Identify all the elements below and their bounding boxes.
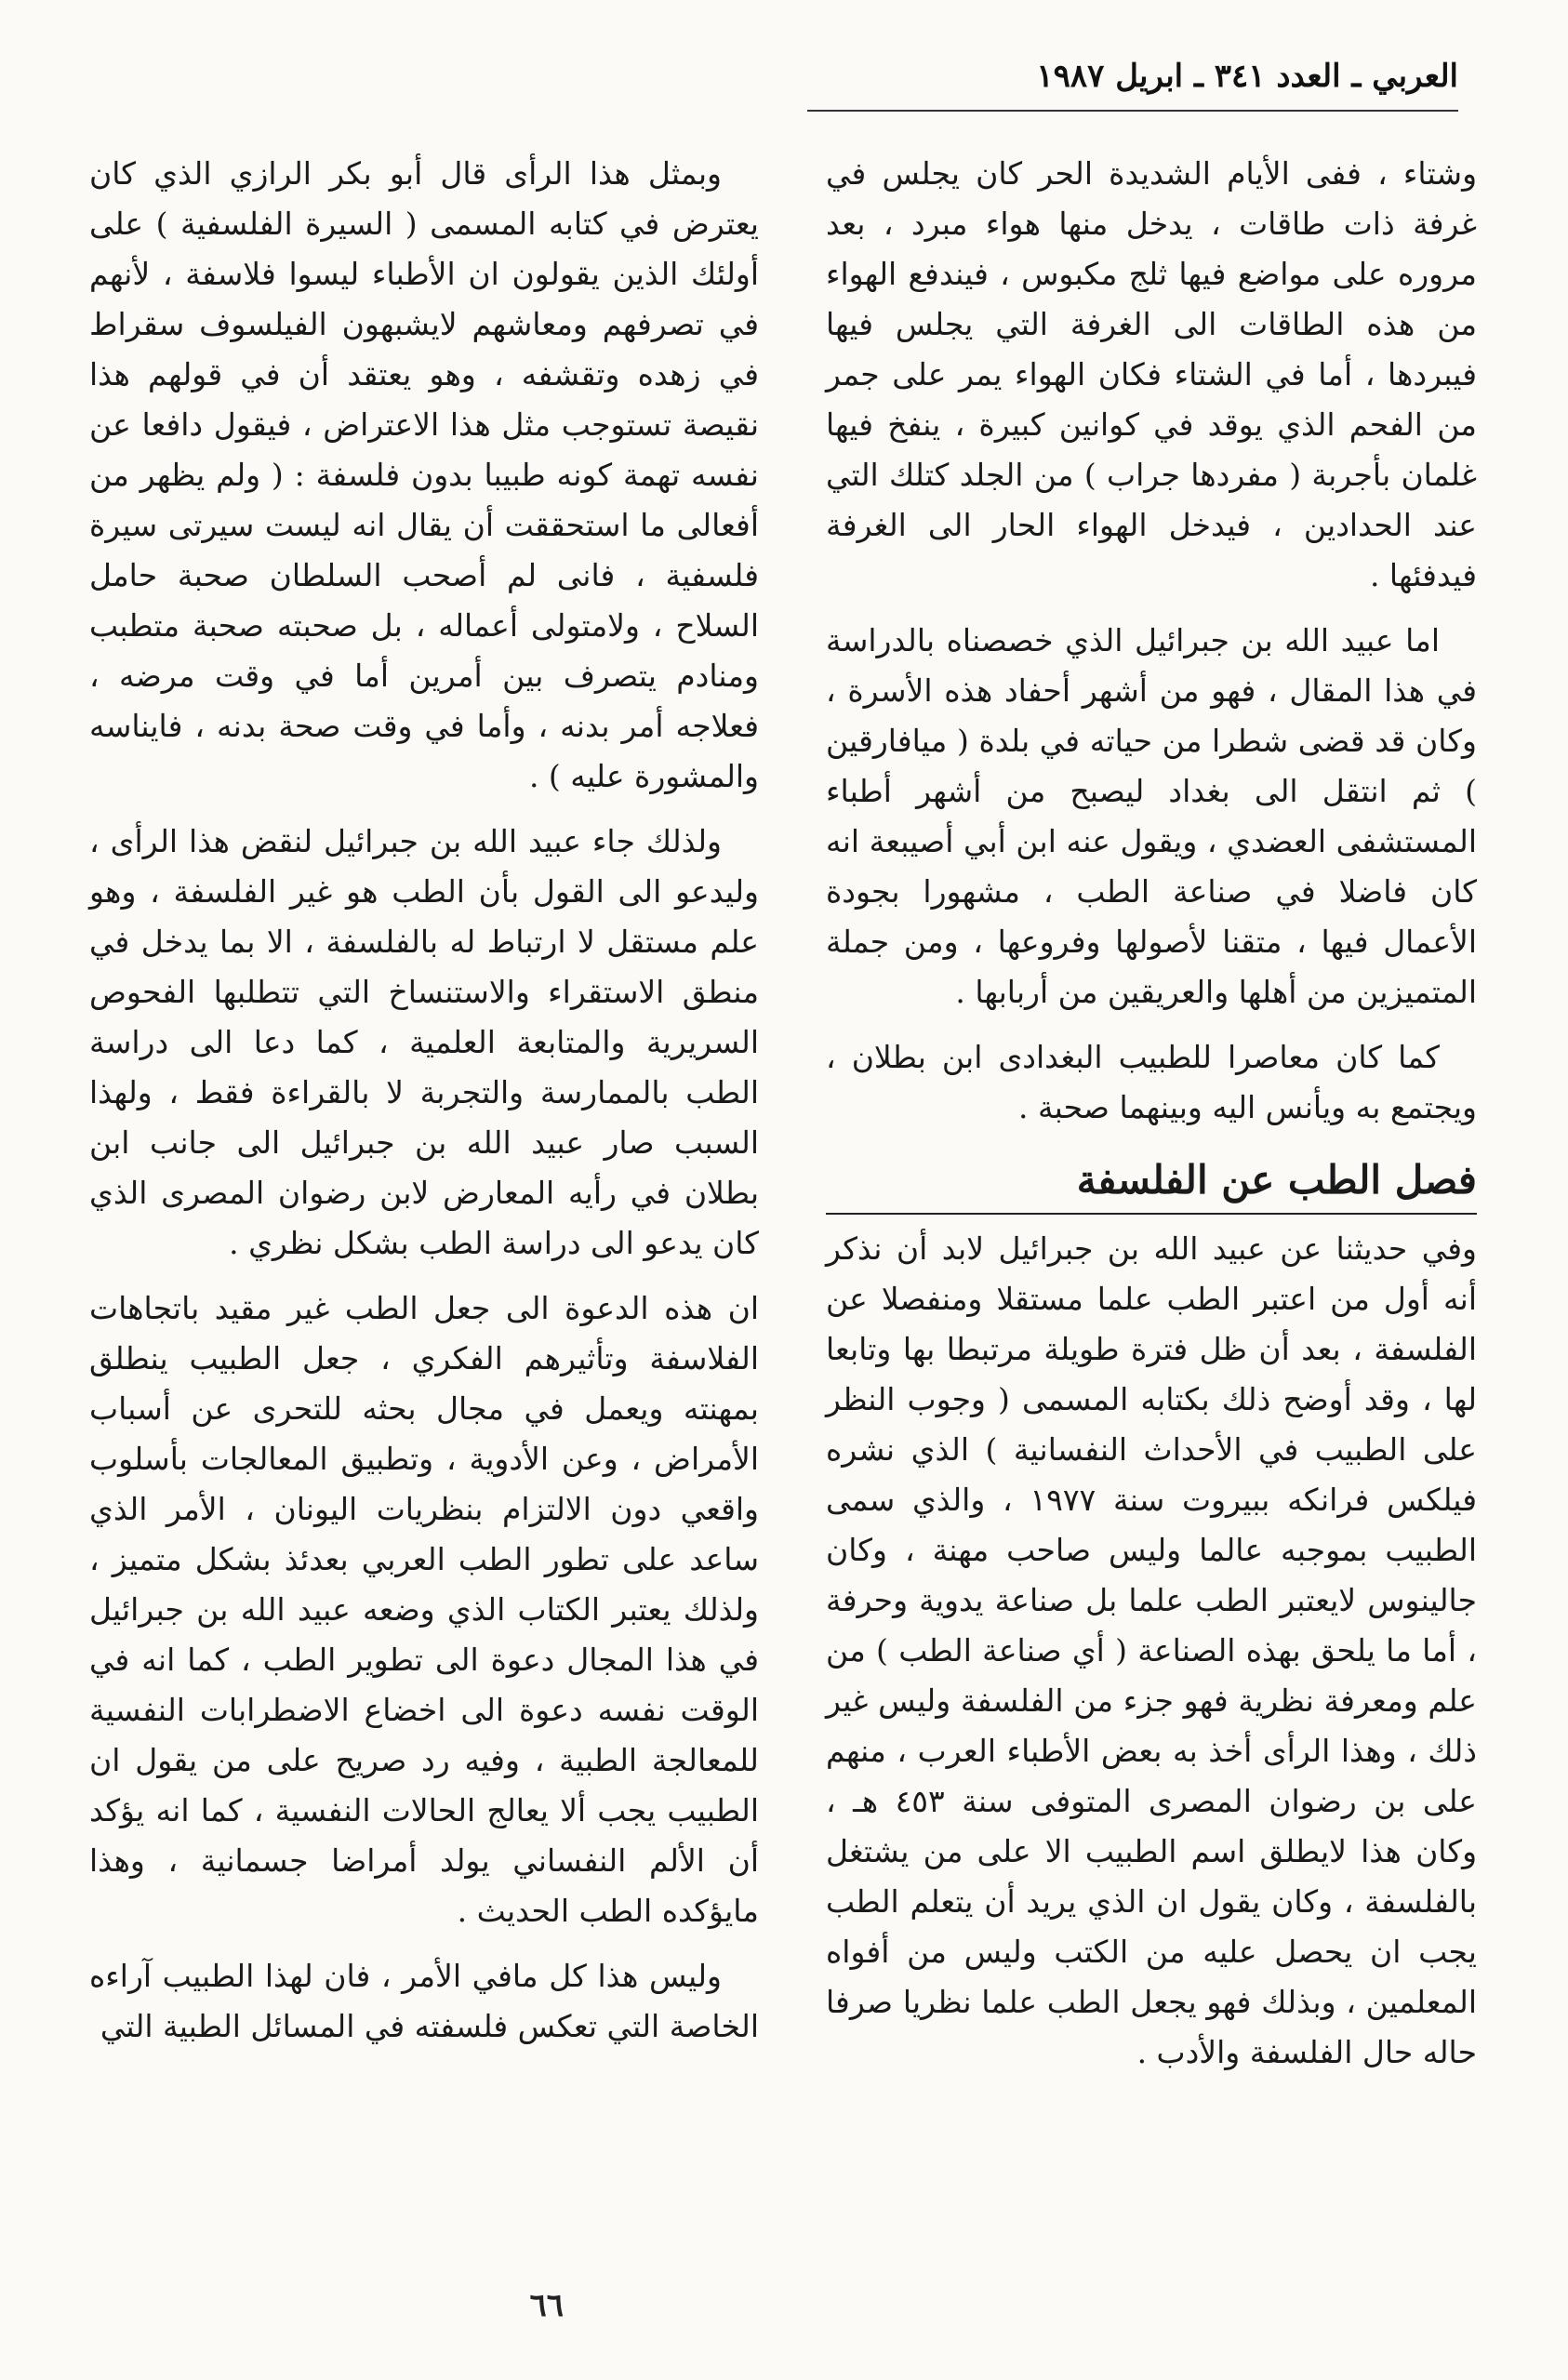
right-column [826,149,1477,2093]
body-paragraph: اما عبيد الله بن جبرائيل الذي خصصناه بالدراسة في هذا المقال ، فهو من أشهر أحفاد هذه الأسرة ، وكان قد قضى شطرا من حياته في بلدة ( ميافارقين ) ثم انتقل الى بغداد ليصبح من أشهر أطباء المستشفى العضدي ، ويقول عنه ابن أبي أصيبعة انه كان فاضلا في صناعة الطب ، مشهورا بجودة الأعمال فيها ، متقنا لأصولها وفروعها ، ومن جملة المتميزين من أهلها والعريقين من أربابها . [826,622,1477,1010]
header-rule [807,110,1458,112]
left-column [89,149,759,2067]
body-paragraph: وليس هذا كل مافي الأمر ، فان لهذا الطبيب آراءه الخاصة التي تعكس فلسفته في المسائل الطبية التي [89,1958,759,2044]
body-paragraph: وشتاء ، ففى الأيام الشديدة الحر كان يجلس في غرفة ذات طاقات ، يدخل منها هواء مبرد ، بعد مروره على مواضع فيها ثلج مكبوس ، فيندفع الهواء من هذه الطاقات الى الغرفة التي يجلس فيها فيبردها ، أما في الشتاء فكان الهواء يمر على جمر من الفحم الذي يوقد في كوانين كبيرة ، ينفخ فيها غلمان بأجربة ( مفردها جراب ) من الجلد كتلك التي عند الحدادين ، فيدخل الهواء الحار الى الغرفة فيدفئها . [826,155,1477,593]
body-paragraph: وبمثل هذا الرأى قال أبو بكر الرازي الذي كان يعترض في كتابه المسمى ( السيرة الفلسفية ) على أولئك الذين يقولون ان الأطباء ليسوا فلاسفة ، لأنهم في تصرفهم ومعاشهم لايشبهون الفيلسوف سقراط في زهده وتقشفه ، وهو يعتقد أن في قولهم هذا نقيصة تستوجب مثل هذا الاعتراض ، فيقول دافعا عن نفسه تهمة كونه طبيبا بدون فلسفة : ( ولم يظهر من أفعالى ما استحققت أن يقال انه ليست سيرتى سيرة فلسفية ، فانى لم أصحب السلطان صحبة حامل السلاح ، ولامتولى أعماله ، بل صحبته صحبة متطبب ومنادم يتصرف بين أمرين أما في وقت مرضه ، فعلاجه أمر بدنه ، وأما في وقت صحة بدنه ، فايناسه والمشورة عليه ) . [89,155,759,794]
body-paragraph: ولذلك جاء عبيد الله بن جبرائيل لنقض هذا الرأى ، وليدعو الى القول بأن الطب هو غير الفلسفة ، وهو علم مستقل لا ارتباط له بالفلسفة ، الا بما يدخل في منطق الاستقراء والاستنساخ التي تتطلبها الفحوص السريرية والمتابعة العلمية ، كما دعا الى دراسة الطب بالممارسة والتجربة لا بالقراءة فقط ، ولهذا السبب صار عبيد الله بن جبرائيل الى جانب ابن بطلان في رأيه المعارض لابن رضوان المصرى الذي كان يدعو الى دراسة الطب بشكل نظري . [89,823,759,1261]
section-heading: فصل الطب عن الفلسفة [826,1155,1477,1215]
running-header: العربي ـ العدد ٣٤١ ـ ابريل ١٩٨٧ [1036,58,1458,95]
body-paragraph: كما كان معاصرا للطبيب البغدادى ابن بطلان ، ويجتمع به ويأنس اليه وبينهما صحبة . [826,1039,1477,1125]
body-paragraph: وفي حديثنا عن عبيد الله بن جبرائيل لابد أن نذكر أنه أول من اعتبر الطب علما مستقلا ومنفصلا عن الفلسفة ، بعد أن ظل فترة طويلة مرتبطا بها وتابعا لها ، وقد أوضح ذلك بكتابه المسمى ( وجوب النظر على الطبيب في الأحداث النفسانية ) الذي نشره فيلكس فرانكه ببيروت سنة ١٩٧٧ ، والذي سمى الطبيب بموجبه عالما وليس صاحب مهنة ، وكان جالينوس لايعتبر الطب علما بل صناعة يدوية وحرفة ، أما ما يلحق بهذه الصناعة ( أي صناعة الطب ) من علم ومعرفة نظرية فهو جزء من الفلسفة وليس غير ذلك ، وهذا الرأى أخذ به بعض الأطباء العرب ، منهم على بن رضوان المصرى المتوفى سنة ٤٥٣ هـ ، وكان هذا لايطلق اسم الطبيب الا على من يشتغل بالفلسفة ، وكان يقول ان الذي يريد أن يتعلم الطب يجب ان يحصل عليه من الكتب وليس من أفواه المعلمين ، وبذلك فهو يجعل الطب علما نظريا صرفا حاله حال الفلسفة والأدب . [826,1230,1477,2070]
page-number: ٦٦ [529,2287,564,2324]
body-paragraph: ان هذه الدعوة الى جعل الطب غير مقيد باتجاهات الفلاسفة وتأثيرهم الفكري ، جعل الطبيب ينطلق بمهنته ويعمل في مجال بحثه للتحرى عن أسباب الأمراض ، وعن الأدوية ، وتطبيق المعالجات بأسلوب واقعي دون الالتزام بنظريات اليونان ، الأمر الذي ساعد على تطور الطب العربي بعدئذ بشكل متميز ، ولذلك يعتبر الكتاب الذي وضعه عبيد الله بن جبرائيل في هذا المجال دعوة الى تطوير الطب ، كما انه في الوقت نفسه دعوة الى اخضاع الاضطرابات النفسية للمعالجة الطبية ، وفيه رد صريح على من يقول ان الطبيب يجب ألا يعالج الحالات النفسية ، كما انه يؤكد أن الألم النفساني يولد أمراضا جسمانية ، وهذا مايؤكده الطب الحديث . [89,1290,759,1929]
